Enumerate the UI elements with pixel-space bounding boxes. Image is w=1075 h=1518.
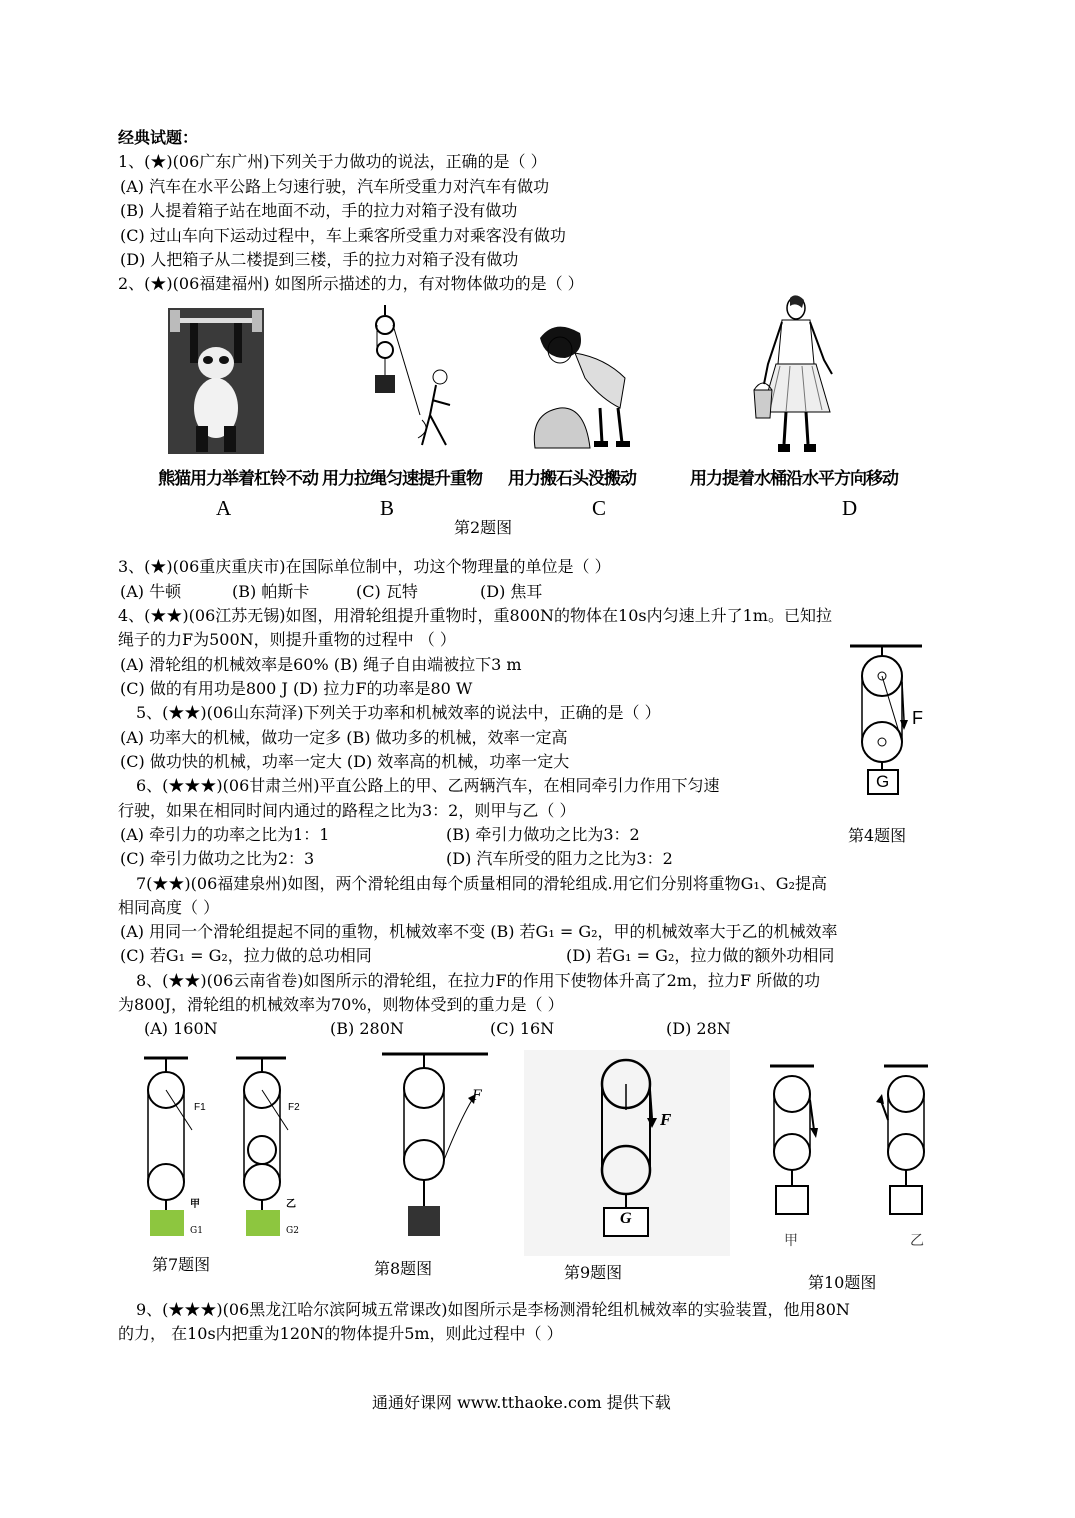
fig7-label-f2: F2 (288, 1102, 300, 1113)
q4-label-g: G (876, 772, 890, 791)
q1-option-d: (D) 人把箱子从二楼提到三楼，手的拉力对箱子没有做功 (120, 250, 519, 269)
fig7-label-g2: G2 (286, 1226, 299, 1236)
q6-option-c: (C) 牵引力做功之比为2：3 (120, 849, 315, 868)
fig9-caption: 第9题图 (564, 1263, 623, 1282)
q6-stem-line1: 6、(★★★)(06甘肃兰州)平直公路上的甲、乙两辆汽车，在相同牵引力作用下匀速 (136, 776, 720, 795)
fig10-pulley-pair (764, 1060, 944, 1256)
q6-option-d: (D) 汽车所受的阻力之比为3：2 (446, 849, 673, 868)
q4-options-ab: (A) 滑轮组的机械效率是60% (B) 绳子自由端被拉下3 m (120, 655, 522, 674)
fig8-pulley-system (380, 1050, 490, 1246)
q2-image-panda (168, 308, 264, 454)
q7-stem-line2: 相同高度（ ） (118, 898, 220, 917)
fig7-label-g1: G1 (190, 1226, 203, 1236)
q1-option-a: (A) 汽车在水平公路上匀速行驶，汽车所受重力对汽车有做功 (120, 177, 550, 196)
fig10-label-jia: 甲 (784, 1233, 798, 1249)
fig8-label-f: F (472, 1088, 482, 1104)
q2-figure-label: 第2题图 (454, 518, 513, 537)
q3-option-d: (D) 焦耳 (480, 582, 543, 601)
q2-letter-b: B (380, 496, 395, 520)
q2-caption-a: 熊猫用力举着杠铃不动 (158, 469, 318, 489)
q2-caption-c: 用力搬石头没搬动 (508, 469, 636, 489)
q4-figure-label: 第4题图 (848, 826, 907, 845)
q9-stem-line2: 的力， 在10s内把重为120N的物体提升5m，则此过程中（ ） (118, 1324, 563, 1343)
q3-option-b: (B) 帕斯卡 (232, 582, 310, 601)
q8-stem-line1: 8、(★★)(06云南省卷)如图所示的滑轮组，在拉力F的作用下使物体升高了2m，拉力F 所做的功 (136, 971, 821, 990)
page-footer: 通通好课网 www.tthaoke.com 提供下载 (372, 1393, 671, 1412)
fig9-label-g: G (620, 1210, 632, 1227)
fig8-caption: 第8题图 (374, 1259, 433, 1278)
q7-option-d: (D) 若G₁ = G₂，拉力做的额外功相同 (566, 946, 835, 965)
q2-letter-c: C (592, 496, 607, 520)
q6-option-b: (B) 牵引力做功之比为3：2 (446, 825, 640, 844)
fig7-pulley-pair (136, 1050, 316, 1240)
q2-stem: 2、(★)(06福建福州) 如图所示描述的力，有对物体做功的是（ ） (118, 274, 584, 293)
fig9-pulley-system (524, 1050, 730, 1256)
q4-stem-line1: 4、(★★)(06江苏无锡)如图，用滑轮组提升重物时，重800N的物体在10s内匀速上升了1m。已知拉 (118, 606, 832, 625)
fig10-label-yi: 乙 (910, 1233, 924, 1249)
q8-option-d: (D) 28N (666, 1019, 731, 1038)
q2-image-bucket-woman (750, 294, 842, 460)
q7-options-ab: (A) 用同一个滑轮组提起不同的重物，机械效率不变 (B) 若G₁ = G₂，甲的机械效率大于乙的机械效率 (120, 922, 838, 941)
q9-stem-line1: 9、(★★★)(06黑龙江哈尔滨阿城五常课改)如图所示是李杨测滑轮组机械效率的实验装置，他用80N (136, 1300, 850, 1319)
q4-options-cd: (C) 做的有用功是800 J (D) 拉力F的功率是80 W (120, 679, 473, 698)
q5-options-cd: (C) 做功快的机械，功率一定大 (D) 效率高的机械，功率一定大 (120, 752, 570, 771)
q8-option-b: (B) 280N (330, 1019, 404, 1038)
fig9-label-f: F (660, 1110, 672, 1129)
fig7-label-jia: 甲 (190, 1199, 200, 1210)
fig10-caption: 第10题图 (808, 1273, 877, 1292)
q1-stem: 1、(★)(06广东广州)下列关于力做功的说法，正确的是（ ） (118, 152, 547, 171)
q6-option-a: (A) 牵引力的功率之比为1：1 (120, 825, 330, 844)
q2-image-pulley-man (360, 305, 460, 455)
q8-stem-line2: 为800J，滑轮组的机械效率为70%，则物体受到的重力是（ ） (118, 995, 564, 1014)
q2-caption-d: 用力提着水桶沿水平方向移动 (690, 469, 898, 489)
q4-pulley-figure (848, 642, 938, 800)
q2-letter-d: D (842, 496, 858, 520)
q2-letter-a: A (216, 496, 232, 520)
q6-stem-line2: 行驶，如果在相同时间内通过的路程之比为3：2，则甲与乙（ ） (118, 801, 576, 820)
fig7-caption: 第7题图 (152, 1255, 211, 1274)
q3-option-c: (C) 瓦特 (356, 582, 418, 601)
q8-option-c: (C) 16N (490, 1019, 555, 1038)
fig7-label-yi: 乙 (286, 1199, 296, 1210)
q3-stem: 3、(★)(06重庆重庆市)在国际单位制中，功这个物理量的单位是（ ） (118, 557, 611, 576)
q4-label-f: F (912, 708, 923, 728)
q3-option-a: (A) 牛顿 (120, 582, 182, 601)
q5-options-ab: (A) 功率大的机械，做功一定多 (B) 做功多的机械，效率一定高 (120, 728, 568, 747)
q2-caption-b: 用力拉绳匀速提升重物 (322, 469, 482, 489)
q2-image-rock-girl (530, 318, 640, 448)
q7-option-c: (C) 若G₁ = G₂，拉力做的总功相同 (120, 946, 372, 965)
q5-stem: 5、(★★)(06山东菏泽)下列关于功率和机械效率的说法中，正确的是（ ） (136, 703, 661, 722)
fig7-label-f1: F1 (194, 1102, 206, 1113)
q1-option-c: (C) 过山车向下运动过程中，车上乘客所受重力对乘客没有做功 (120, 226, 566, 245)
q7-stem-line1: 7(★★)(06福建泉州)如图，两个滑轮组由每个质量相同的滑轮组成.用它们分别将重物G₁、G₂提高 (136, 874, 827, 893)
section-heading: 经典试题： (118, 128, 199, 147)
q8-option-a: (A) 160N (144, 1019, 218, 1038)
q1-option-b: (B) 人提着箱子站在地面不动，手的拉力对箱子没有做功 (120, 201, 518, 220)
q4-stem-line2: 绳子的力F为500N，则提升重物的过程中 （ ） (118, 630, 456, 649)
